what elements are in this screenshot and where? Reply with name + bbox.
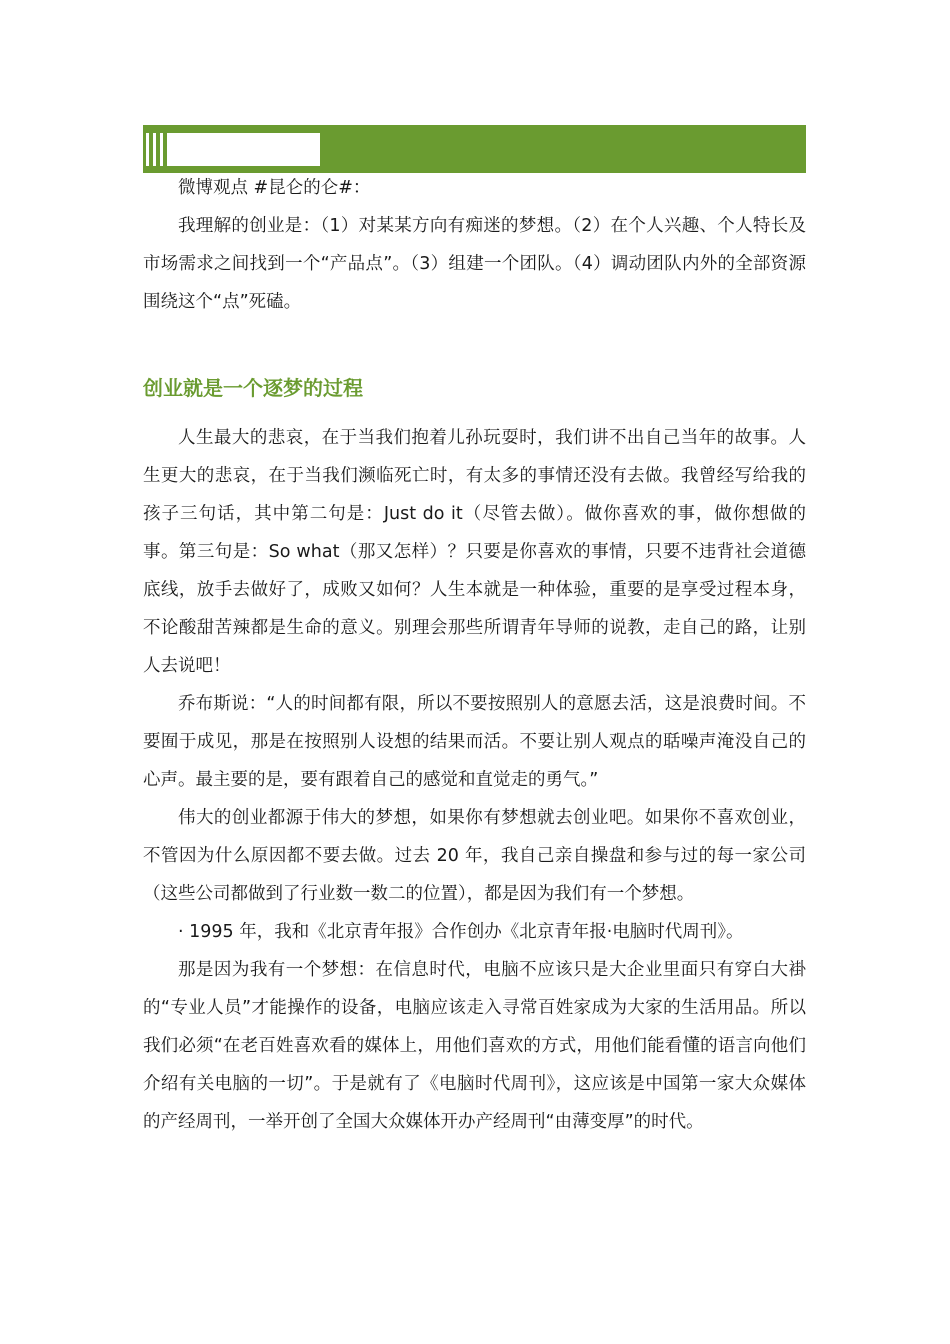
banner-label-box [167,133,320,166]
section-title: 创业就是一个逐梦的过程 [143,376,363,400]
document-body [143,170,806,1141]
body-paragraph: 伟大的创业都源于伟大的梦想，如果你有梦想就去创业吧。如果你不喜欢创业，不管因为什么原因都不要去做。过去 20 年，我自己亲自操盘和参与过的每一家公司（这些公司都做到了行业数一数二的位置），都是因为我们有一个梦想。 [143,808,806,904]
body-paragraph: 那是因为我有一个梦想：在信息时代，电脑不应该只是大企业里面只有穿白大褂的“专业人员”才能操作的设备，电脑应该走入寻常百姓家成为大家的生活用品。所以我们必须“在老百姓喜欢看的媒体上，用他们喜欢的方式，用他们能看懂的语言向他们介绍有关电脑的一切”。于是就有了《电脑时代周刊》，这应该是中国第一家大众媒体的产经周刊，一举开创了全国大众媒体开办产经周刊“由薄变厚”的时代。 [143,960,806,1132]
body-paragraph: 人生最大的悲哀，在于当我们抱着儿孙玩耍时，我们讲不出自己当年的故事。人生更大的悲哀，在于当我们濒临死亡时，有太多的事情还没有去做。我曾经写给我的孩子三句话，其中第二句是：Just do it（尽管去做）。做你喜欢的事，做你想做的事。第三句是：So what（那又怎样）？只要是你喜欢的事情，只要不违背社会道德底线，放手去做好了，成败又如何？人生本就是一种体验，重要的是享受过程本身，不论酸甜苦辣都是生命的意义。别理会那些所谓青年导师的说教，走自己的路，让别人去说吧！ [143,428,806,676]
banner-stripe [160,133,163,166]
bullet-paragraph: · 1995 年，我和《北京青年报》合作创办《北京青年报·电脑时代周刊》。 [178,922,744,942]
weibo-heading: 微博观点 #昆仑的仑#： [178,178,371,198]
body-paragraph: 乔布斯说：“人的时间都有限，所以不要按照别人的意愿去活，这是浪费时间。不要囿于成见，那是在按照别人设想的结果而活。不要让别人观点的聒噪声淹没自己的心声。最主要的是，要有跟着自己的感觉和直觉走的勇气。” [143,694,806,790]
header-banner [143,125,806,173]
banner-stripe [153,133,156,166]
intro-paragraph: 我理解的创业是：（1）对某某方向有痴迷的梦想。（2）在个人兴趣、个人特长及市场需求之间找到一个“产品点”。（3）组建一个团队。（4）调动团队内外的全部资源围绕这个“点”死磕。 [143,216,806,312]
banner-stripe [146,133,149,166]
